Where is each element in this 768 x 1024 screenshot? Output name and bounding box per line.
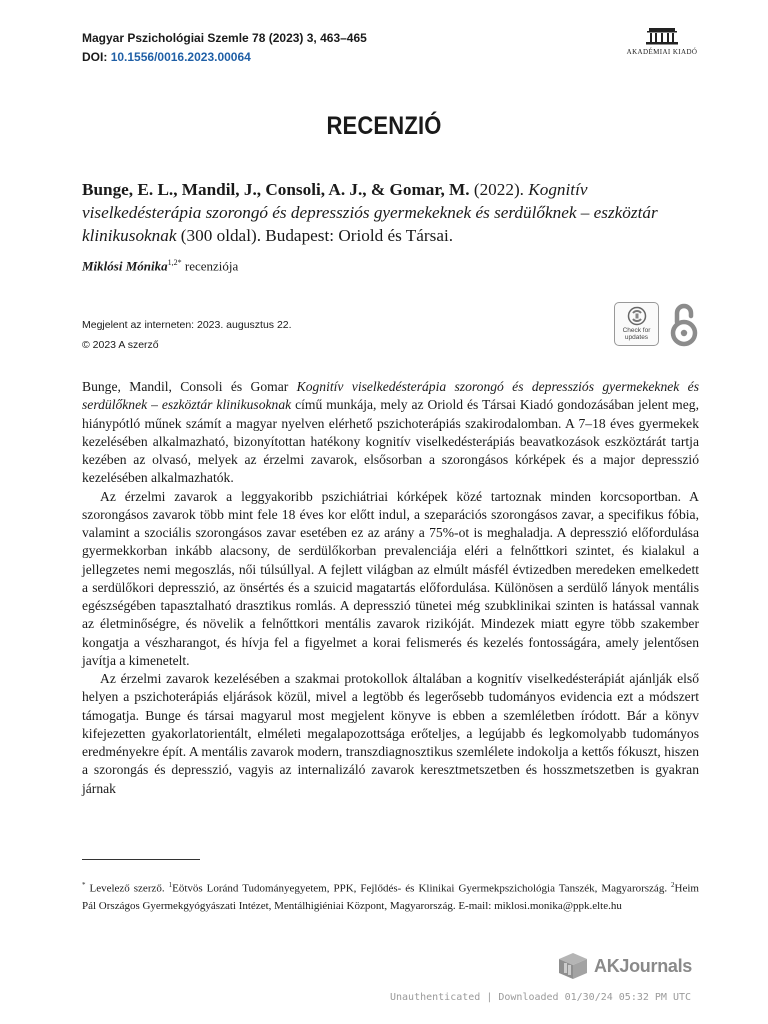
p1-intro: Bunge, Mandil, Consoli és Gomar xyxy=(82,379,297,394)
akjournals-brand: AKJournals xyxy=(594,955,693,976)
reviewer-name: Miklósi Mónika xyxy=(82,258,168,274)
book-citation xyxy=(82,178,682,247)
check-for-updates-badge[interactable] xyxy=(614,302,659,346)
copyright-notice: © 2023 A szerző xyxy=(82,339,159,351)
footnote-text-1: Levelező szerző. xyxy=(85,882,169,895)
publisher-name: AKADÉMIAI KIADÓ xyxy=(626,48,698,56)
check-updates-line1: Check for xyxy=(622,327,651,334)
section-title: RECENZIÓ xyxy=(326,112,442,140)
reviewer-suffix: recenziója xyxy=(181,258,239,274)
download-stamp: Unauthenticated | Downloaded 01/30/24 05:32 PM UTC xyxy=(390,992,692,1003)
p1-rest: című munkája, mely az Oriold és Társai Kiadó gondozásában jelent meg, hiánypótló műnek számít a magyar nyelven elérhető pszichoterápiás szakirodalomban. A 7–18 éves gyermekek kezelésében alkalmazható, bizonyítottan hatékony kognitív viselkedésterápiás beavatkozások eszköztárát tartja kezében az olvasó, melyek az érzelmi zavarok, elsősorban a szorongásos kórképek és a major depresszió kezelésében alkalmazhatók. xyxy=(82,397,699,486)
body-paragraph-1 xyxy=(82,378,699,488)
body-paragraph-2: Az érzelmi zavarok a leggyakoribb pszichiátriai kórképek közé tartoznak minden korcsoportban. A szorongásos zavarok több mint fele 18 éves kor előtt indul, a szeparációs szorongásos zavar, a specifikus fóbia, valamint a szociális szorongásos zavar esetében ez az arány a 75%-ot is meghaladja. A depresszió előfordulása gyermekkorban inkább alacsony, de serdülőkorban prevalenciája eléri a felnőttkori szintet, és kialakul a jellegzetes nemi megoszlás, női túlsúllyal. A fejlett világban az elmúlt másfél évtizedben meredeken emelkedett a serdülőkori depresszió, az önsértés és a szuicid magatartás előfordulása. Különösen a serdülő lányok mentális egészségében tapasztalható drasztikus romlás. A depresszió tünetei még szubklinikai szinten is hatással vannak az életminőségre, és növelik a felnőttkori mentális zavarok rizikóját. Mindezek miatt egyre több szakember kongatja a vészharangot, és hívja fel a figyelmet a korai felismerés és kezelés fontosságára, amely jelentősen javítja a kimenetelt. xyxy=(82,488,699,668)
check-updates-label xyxy=(615,327,658,341)
citation-authors: Bunge, E. L., Mandil, J., Consoli, A. J., & Gomar, M. xyxy=(82,180,470,199)
reviewer-line xyxy=(82,258,238,274)
publisher-logo xyxy=(622,26,702,56)
footnote-sup-2: 2 xyxy=(671,881,675,889)
akjournals-logo[interactable] xyxy=(556,950,692,982)
review-body xyxy=(82,378,699,798)
body-paragraph-3: Az érzelmi zavarok kezelésében a szakmai protokollok általában a kognitív viselkedésterápiát ajánlják első helyen a pszichoterápiás eljárások közül, mivel a legtöbb és legerősebb tudományos evidencia ezt a módszert támogatja. Bunge és társai magyarul most megjelent könyve is ebben a szemléletben íródott. Bár a könyv kifejezetten gyakorlatorientált, elméleti megalapozottsága erőteljes, a legújabb és legkomolyabb tudományos eredményekre épít. A mentális zavarok modern, transzdiagnosztikus szemlélete indokolja a kettős fókuszt, hiszen a szorongás és depresszió, vagyis az internalizáló zavarok keresztmetszetben és hosszmetszetben is gyakran járnak xyxy=(82,671,699,796)
footnote xyxy=(82,877,699,915)
open-access-icon xyxy=(668,300,700,348)
check-updates-line2: updates xyxy=(624,334,649,341)
citation-details: (300 oldal). Budapest: Oriold és Társai. xyxy=(176,226,454,245)
doi-label: DOI: xyxy=(82,50,108,64)
citation-year: (2022). xyxy=(469,180,529,199)
published-date: Megjelent az interneten: 2023. augusztus 22. xyxy=(82,319,292,331)
publisher-building-icon xyxy=(645,26,679,46)
footnote-sup-1: 1 xyxy=(168,881,173,889)
citation-book-title: Kognitív viselkedésterápia szorongó és depressziós gyermekeknek és serdülőknek – eszköztár klinikusoknak xyxy=(82,180,658,245)
journal-citation: Magyar Pszichológiai Szemle 78 (2023) 3, 463–465 xyxy=(82,31,367,45)
reviewer-affiliation-marks: 1,2* xyxy=(167,258,182,267)
footnote-star: * xyxy=(82,881,86,889)
footnote-text-2: Eötvös Loránd Tudományegyetem, PPK, Fejlődés- és Klinikai Gyermekpszichológia Tanszék, Magyarország. xyxy=(172,882,672,895)
check-updates-icon xyxy=(627,306,647,326)
akjournals-logo-icon xyxy=(556,950,590,982)
footnote-text-3: Heim Pál Országos Gyermekgyógyászati Intézet, Mentálhigiéniai Központ, Magyarország. E-mail: miklosi.monika@ppk.elte.hu xyxy=(82,882,699,912)
doi-line xyxy=(82,50,251,64)
footnote-divider xyxy=(82,859,200,860)
doi-link[interactable]: 10.1556/0016.2023.00064 xyxy=(110,50,251,64)
p1-book-title: Kognitív viselkedésterápia szorongó és depressziós gyermekeknek és serdülőknek – eszköztár klinikusoknak xyxy=(82,379,699,413)
